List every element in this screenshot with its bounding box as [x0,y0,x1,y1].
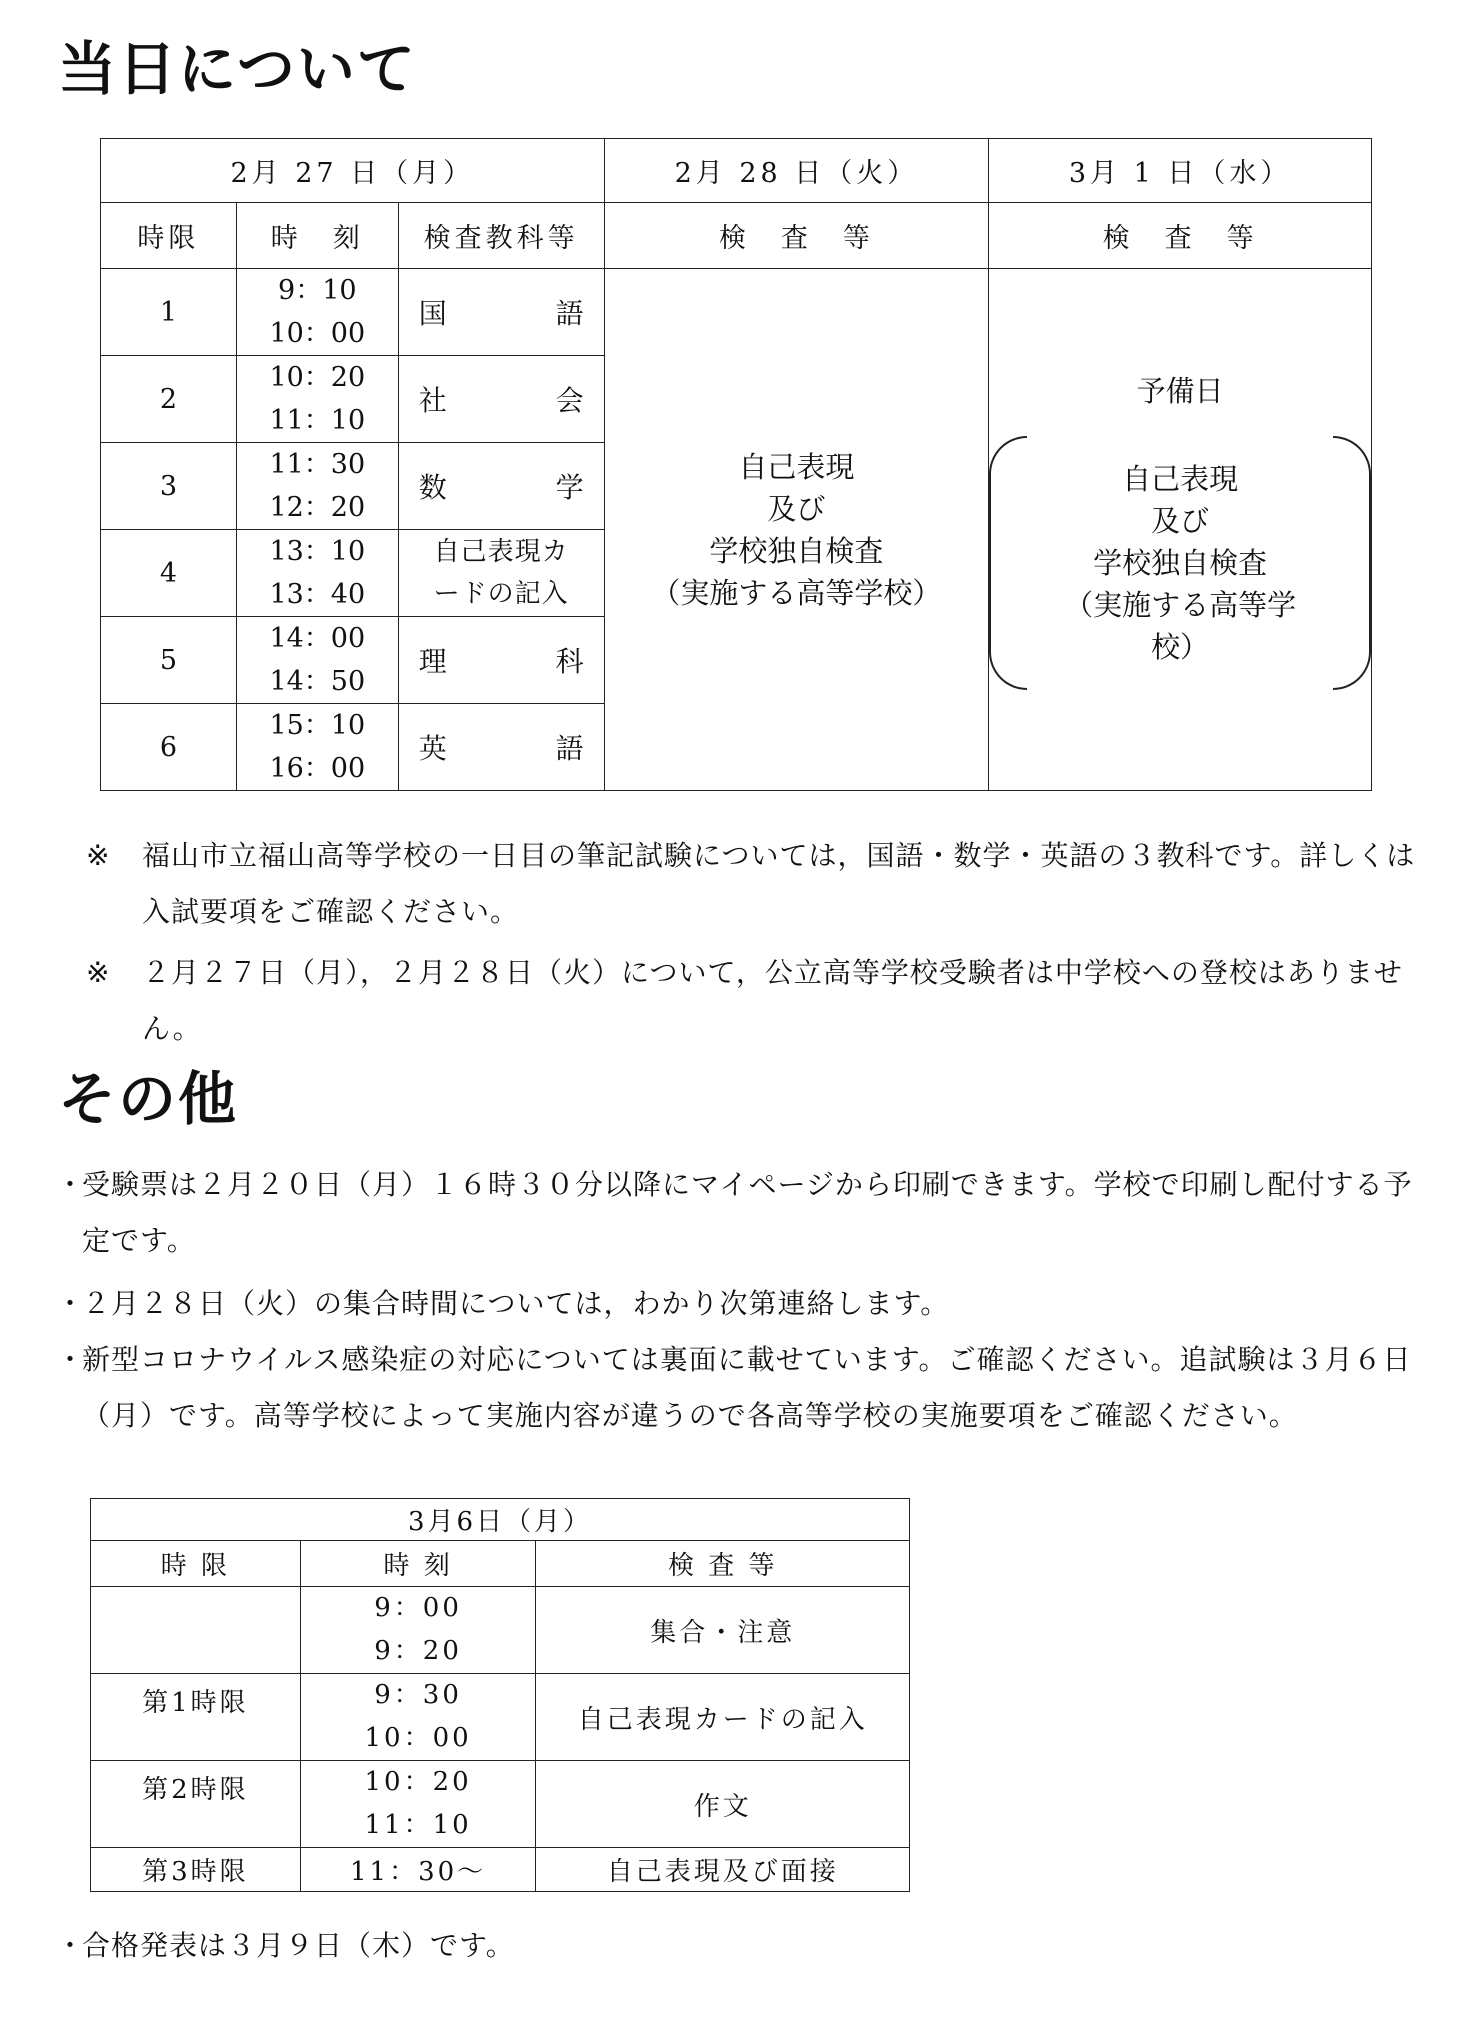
subject-line: 自己表現カ [433,537,569,567]
col-day3-header: 検 査 等 [989,203,1372,269]
bullet-dot: ・ [56,1168,86,1201]
col-period-header: 時限 [101,203,237,269]
start-time: 14：00 [269,623,366,654]
end-time: 11：10 [364,1810,472,1840]
start-time: 9：00 [374,1593,462,1623]
end-time: 11：10 [269,405,366,436]
note-text: 福山市立福山高等学校の一日目の筆記試験については，国語・数学・英語の３教科です。詳しくは入試要項をご確認ください。 [142,839,1416,928]
note-text: ２月２７日（月），２月２８日（火）について，公立高等学校受験者は中学校への登校はありません。 [142,956,1403,1045]
day2-line: 学校独自検査 [709,533,884,568]
time-cell [236,269,398,356]
subject-char: 理 [418,645,447,678]
time-cell [236,617,398,704]
subject-cell [398,269,604,356]
bullet-item [56,1918,1416,1974]
bullet-text: 合格発表は３月９日（木）です。 [82,1929,515,1962]
period-cell: 5 [101,617,237,704]
start-time: 15：10 [269,710,366,741]
note-mark: ※ [86,839,111,872]
period-cell: 2 [101,356,237,443]
subject-cell [398,443,604,530]
subject-char: 語 [555,297,584,330]
end-time: 9：20 [374,1636,462,1666]
start-time: 10：20 [269,362,366,393]
day2-exam-cell [604,269,989,791]
day3-exam-cell [989,269,1372,791]
subject-char: 科 [555,645,584,678]
start-time: 11：30 [269,449,366,480]
start-time: 13：10 [269,536,366,567]
note-item [86,945,1416,1057]
makeup-period-cell [91,1587,301,1674]
day2-line: 及び [767,491,826,526]
day3-line: 及び [1151,503,1210,538]
makeup-time-cell: 11：30～ [300,1848,536,1892]
subject-cell [398,617,604,704]
subject-char: 語 [555,732,584,765]
table-row [91,1674,910,1761]
bullet-dot: ・ [56,1343,86,1376]
makeup-item-cell: 作文 [536,1761,910,1848]
note-mark: ※ [86,956,111,989]
bullet-dot: ・ [56,1287,86,1320]
exam-schedule-table [100,138,1372,791]
makeup-time-cell [300,1587,536,1674]
day3-header: 3月 1 日（水） [989,139,1372,203]
day2-line: （実施する高等学校） [651,575,942,610]
period-cell: 4 [101,530,237,617]
time-cell [236,443,398,530]
start-time: 10：20 [364,1767,472,1797]
time-cell [236,356,398,443]
table-row [91,1761,910,1848]
end-time: 10：00 [269,318,366,349]
subject-char: 英 [418,732,447,765]
bullet-item [56,1157,1416,1269]
makeup-item-cell: 自己表現カードの記入 [536,1674,910,1761]
time-cell [236,530,398,617]
makeup-col-period: 時 限 [91,1541,301,1587]
makeup-item-cell: 自己表現及び面接 [536,1848,910,1892]
subject-char: 数 [418,471,447,504]
subject-cell [398,704,604,791]
makeup-time-cell [300,1674,536,1761]
time-cell [236,704,398,791]
end-time: 14：50 [269,666,366,697]
subject-char: 国 [418,297,447,330]
day2-header: 2月 28 日（火） [604,139,989,203]
bullet-item [56,1276,1416,1332]
col-subject-header: 検査教科等 [398,203,604,269]
makeup-item-cell: 集合・注意 [536,1587,910,1674]
makeup-header: 3月6日（月） [91,1499,910,1541]
subject-char: 会 [555,384,584,417]
bullet-text: ２月２８日（火）の集合時間については，わかり次第連絡します。 [82,1287,950,1320]
day3-title: 予備日 [1136,373,1224,408]
start-time: 9：10 [278,275,357,306]
makeup-period-cell: 第2時限 [91,1761,301,1848]
subject-cell [398,530,604,617]
period-cell: 6 [101,704,237,791]
section-title-other: その他 [58,1065,239,1133]
end-time: 12：20 [269,492,366,523]
subject-char: 学 [555,471,584,504]
table-row [101,269,1372,356]
section-title-exam-day: 当日について [58,35,417,103]
makeup-col-time: 時 刻 [300,1541,536,1587]
end-time: 16：00 [269,753,366,784]
period-cell: 3 [101,443,237,530]
bullet-dot: ・ [56,1929,86,1962]
makeup-col-item: 検 査 等 [536,1541,910,1587]
period-cell: 1 [101,269,237,356]
makeup-exam-table [90,1498,910,1892]
table-row [91,1848,910,1892]
subject-line: ードの記入 [433,579,569,609]
col-day2-header: 検 査 等 [604,203,989,269]
day3-line: （実施する高等学校） [1064,587,1297,664]
day1-header: 2月 27 日（月） [101,139,605,203]
day3-line: 学校独自検査 [1093,545,1268,580]
bullet-item [56,1332,1416,1444]
subject-char: 社 [418,384,447,417]
start-time: 9：30 [374,1680,462,1710]
parenthesis-bracket [989,436,1371,690]
day3-line: 自己表現 [1122,461,1239,496]
day2-line: 自己表現 [738,449,855,484]
subject-cell [398,356,604,443]
note-item [86,828,1416,940]
col-time-header: 時 刻 [236,203,398,269]
bullet-text: 新型コロナウイルス感染症の対応については裏面に載せています。ご確認ください。追試験は３月６日（月）です。高等学校によって実施内容が違うので各高等学校の実施要項をご確認ください。 [82,1343,1412,1432]
makeup-time-cell [300,1761,536,1848]
table-row [91,1587,910,1674]
bullet-text: 受験票は２月２０日（月）１６時３０分以降にマイページから印刷できます。学校で印刷し配付する予定です。 [82,1168,1413,1257]
end-time: 13：40 [269,579,366,610]
makeup-period-cell: 第1時限 [91,1674,301,1761]
end-time: 10：00 [364,1723,472,1753]
makeup-period-cell: 第3時限 [91,1848,301,1892]
